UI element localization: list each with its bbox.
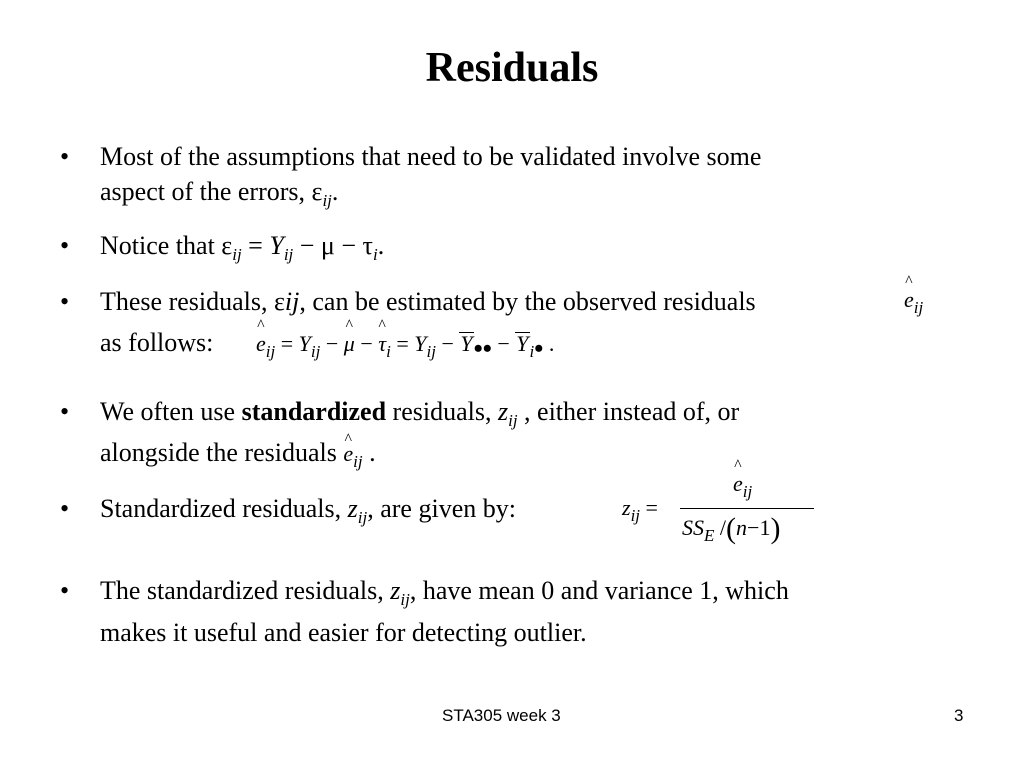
formula-minus: − — [747, 515, 760, 540]
eq-equals-1: = — [280, 331, 294, 356]
eq-minus-2: − — [360, 331, 373, 356]
bullet-4-line-2-prefix: alongside the residuals — [100, 438, 344, 467]
e-hat: ^ e — [904, 287, 914, 313]
bullet-2-sub-2: ij — [283, 245, 294, 264]
eq-end-period: . — [548, 331, 555, 356]
bullet-4-line-2-suffix: . — [362, 438, 376, 467]
bullet-2-line — [100, 228, 384, 264]
bullet-marker: • — [60, 287, 70, 316]
bullet-5-prefix: Standardized residuals, — [100, 494, 348, 523]
bullet-marker: • — [60, 494, 70, 523]
bullet-marker: • — [60, 576, 70, 605]
formula-ss-sub: E — [704, 526, 715, 545]
bullet-2-sub-1: ij — [232, 245, 242, 264]
bullet-4-e-sub: ij — [353, 452, 363, 471]
bullet-2-suffix: . — [377, 231, 385, 260]
formula-lparen: ( — [726, 512, 737, 545]
bullet-4-line-2 — [100, 435, 376, 472]
formula-ss: SS — [682, 515, 704, 540]
eq-y-1: Y — [298, 331, 311, 356]
bullet-3-italic: ij — [284, 287, 300, 316]
bullet-5-z: z — [347, 494, 358, 523]
eq-grand-mean: Y — [460, 331, 473, 356]
bullet-6-suffix: , have mean 0 and variance 1, which — [409, 576, 789, 605]
bullet-1-suffix: . — [331, 177, 339, 206]
bullet-4-line-1 — [100, 394, 739, 430]
bullet-6-line-1 — [100, 573, 789, 609]
residual-equation — [256, 331, 555, 363]
eq-y-1-sub: ij — [310, 342, 321, 361]
fraction-bar — [680, 508, 814, 509]
bullet-2-mid-2: − μ − τ — [293, 231, 373, 260]
footer-page-number: 3 — [954, 706, 964, 725]
formula-z: z — [622, 495, 631, 520]
bullet-3-suffix: , can be estimated by the observed residuals — [299, 287, 756, 316]
bullet-1-prefix: aspect of the errors, ε — [100, 177, 323, 206]
bullet-4-bold: standardized — [241, 397, 387, 426]
formula-rparen: ) — [770, 512, 781, 545]
bullet-2-mid-1: = — [241, 231, 270, 260]
bullet-marker: • — [60, 142, 70, 171]
eq-group-mean-sub: i — [529, 342, 535, 361]
bullet-5-line — [100, 491, 516, 527]
bullet-4-suffix: , either instead of, or — [517, 397, 740, 426]
bullet-4-z-sub: ij — [508, 411, 518, 430]
bullet-1-line-2 — [100, 174, 338, 210]
formula-equals: = — [645, 495, 658, 520]
bullet-4-e-hat: ^ e — [343, 436, 353, 472]
bullet-4-mid: residuals, — [386, 397, 498, 426]
formula-z-sub: ij — [630, 506, 641, 525]
e-hat-sub: ij — [913, 298, 924, 317]
eq-minus-1: − — [325, 331, 339, 356]
bullet-3-line-2: as follows: — [100, 328, 214, 357]
formula-n: n — [736, 515, 748, 540]
eq-group-mean-dot: • — [534, 334, 544, 363]
bullet-marker: • — [60, 397, 70, 426]
eq-tau-hat: ^ τ — [378, 331, 386, 357]
eq-y-2-sub: ij — [426, 342, 436, 361]
bullet-4-prefix: We often use — [100, 397, 242, 426]
eq-minus-3: − — [441, 331, 454, 356]
bullet-6-z-sub: ij — [400, 590, 410, 609]
eq-y-2: Y — [414, 331, 427, 356]
eq-minus-4: − — [497, 331, 510, 356]
eq-equals-2: = — [396, 331, 409, 356]
formula-lhs — [622, 495, 658, 525]
eq-grand-mean-dots: •• — [473, 334, 492, 363]
formula-slash: / — [719, 515, 727, 540]
formula-one: 1 — [759, 515, 771, 540]
bullet-3-line-1 — [100, 284, 756, 320]
formula-e-hat: ^ e — [733, 471, 743, 497]
eq-mu-hat: ^ μ — [344, 331, 355, 357]
eq-group-mean: Y — [516, 331, 529, 356]
footer-course: STA305 week 3 — [442, 706, 561, 725]
bullet-marker: • — [60, 231, 70, 260]
eq-tau-sub: i — [386, 342, 391, 361]
bullet-5-suffix: , are given by: — [367, 494, 516, 523]
bullet-6-line-2: makes it useful and easier for detecting outlier. — [100, 618, 587, 647]
formula-e-sub: ij — [742, 482, 753, 501]
bullet-6-prefix: The standardized residuals, — [100, 576, 391, 605]
bullet-2-var: Y — [269, 231, 284, 260]
bullet-5-z-sub: ij — [357, 508, 368, 527]
residual-symbol — [904, 287, 924, 317]
bullet-2-prefix: Notice that ε — [100, 231, 233, 260]
formula-denominator — [682, 512, 781, 545]
bullet-4-z: z — [497, 397, 509, 426]
bullet-1-line-1: Most of the assumptions that need to be validated involve some — [100, 142, 762, 171]
bullet-6-z: z — [390, 576, 401, 605]
eq-e-hat: ^ e — [256, 331, 266, 357]
slide-title: Residuals — [425, 45, 599, 91]
bullet-3-prefix: These residuals, ε — [100, 287, 285, 316]
eq-e-sub: ij — [265, 342, 276, 361]
bullet-1-sub: ij — [322, 191, 332, 210]
formula-numerator — [733, 471, 753, 501]
bullet-2-sub-3: i — [372, 245, 378, 264]
